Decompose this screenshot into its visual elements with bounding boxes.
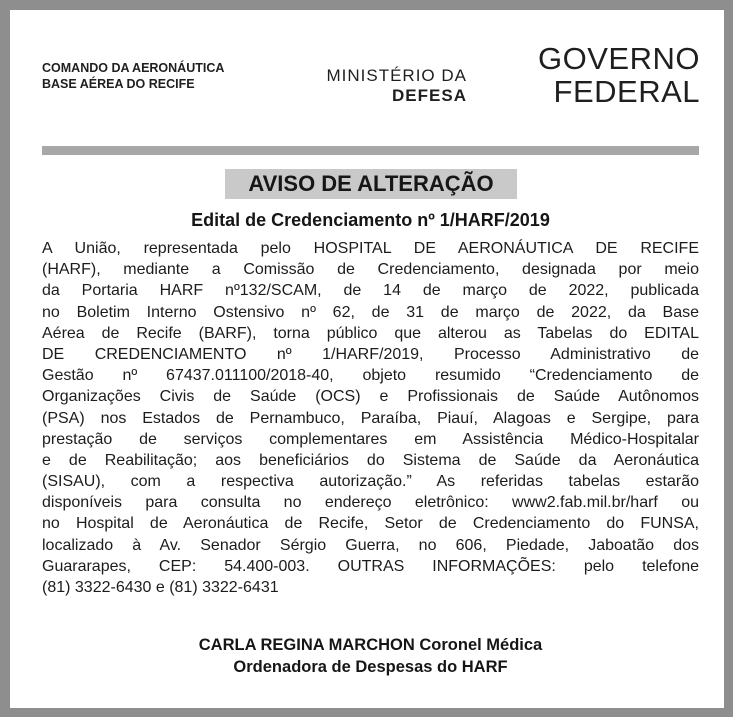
governo-logo (526, 42, 700, 108)
body-line: DE CREDENCIAMENTO nº 1/HARF/2019, Processo Administrativo de (42, 345, 699, 363)
body-line: Gestão nº 67437.011100/2018-40, objeto resumido “Credenciamento de (42, 367, 699, 385)
body-line: Guararapes, CEP: 54.400-003. OUTRAS INFORMAÇÕES: pelo telefone (42, 557, 699, 575)
body-line: no Boletim Interno Ostensivo nº 62, de 31 de março de 2022, da Base (42, 303, 699, 321)
ministerio-line-1: MINISTÉRIO DA (326, 66, 467, 85)
notice-title: AVISO DE ALTERAÇÃO (248, 171, 494, 196)
body-line: Aérea de Recife (BARF), torna público que alterou as Tabelas do EDITAL (42, 324, 699, 342)
body-line: e de Reabilitação; aos beneficiários do Sistema de Saúde da Aeronáutica (42, 451, 699, 469)
body-line: (81) 3322-6430 e (81) 3322-6431 (42, 579, 279, 596)
ministerio-logo (313, 66, 467, 106)
header-divider (42, 146, 699, 155)
body-line: (HARF), mediante a Comissão de Credenciamento, designada por meio (42, 261, 699, 279)
ministerio-line-2: DEFESA (392, 86, 467, 105)
body-line: localizado à Av. Senador Sérgio Guerra, no 606, Piedade, Jaboatão dos (42, 536, 699, 554)
body-line: (SISAU), com a respectiva autorização.” As referidas tabelas estarão (42, 473, 699, 491)
notice-subtitle: Edital de Credenciamento nº 1/HARF/2019 (191, 210, 550, 230)
signature-role: Ordenadora de Despesas do HARF (233, 658, 508, 676)
body-line: da Portaria HARF nº132/SCAM, de 14 de março de 2022, publicada (42, 282, 699, 300)
body-line: prestação de serviços complementares em Assistência Médico-Hospitalar (42, 430, 699, 448)
signature-block (42, 634, 699, 678)
notice-body (42, 238, 699, 598)
title-box (225, 169, 517, 199)
signature-name: CARLA REGINA MARCHON Coronel Médica (198, 636, 543, 654)
body-line: disponíveis para consulta no endereço eletrônico: www2.fab.mil.br/harf ou (42, 494, 699, 512)
org-line-2: BASE AÉREA DO RECIFE (42, 77, 195, 91)
body-line: (PSA) nos Estados de Pernambuco, Paraíba, Piauí, Alagoas e Sergipe, para (42, 409, 699, 427)
governo-line-1: GOVERNO (538, 41, 700, 76)
org-block (42, 60, 224, 92)
body-line: no Hospital de Aeronáutica de Recife, Setor de Credenciamento do FUNSA, (42, 515, 699, 533)
body-line: A União, representada pelo HOSPITAL DE AERONÁUTICA DE RECIFE (42, 240, 699, 257)
body-line: Organizações Civis de Saúde (OCS) e Profissionais de Saúde Autônomos (42, 388, 699, 406)
org-line-1: COMANDO DA AERONÁUTICA (42, 61, 225, 75)
governo-line-2: FEDERAL (553, 74, 700, 109)
